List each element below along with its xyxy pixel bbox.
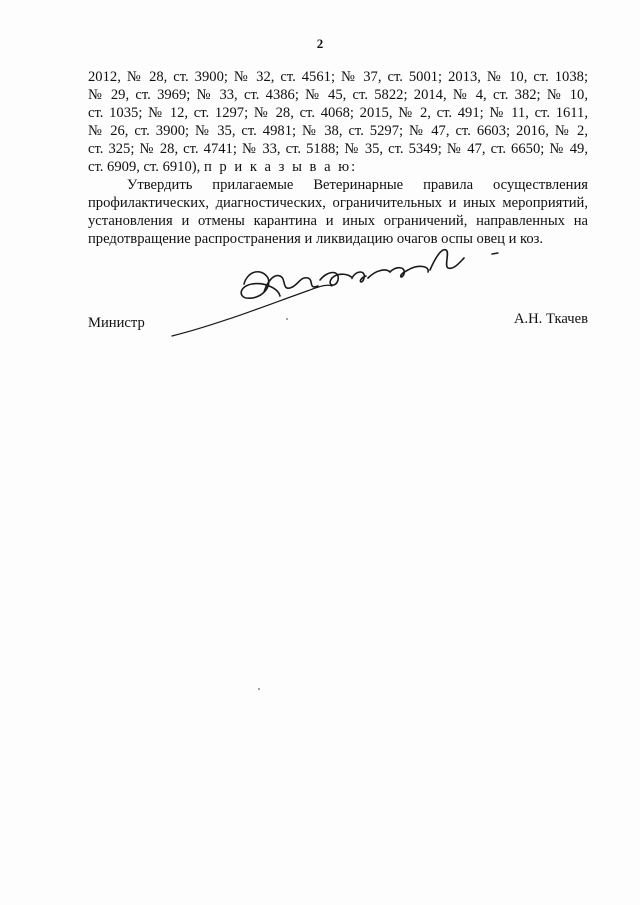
body-line-6 — [88, 158, 588, 176]
position-title: Министр — [88, 315, 145, 331]
order-line-1: Утвердить прилагаемые Ветеринарные правила осуществления — [127, 177, 588, 193]
signer-name: А.Н. Ткачев — [513, 311, 588, 327]
order-line-2: профилактических, диагностических, ограничительных и иных мероприятий, — [88, 195, 588, 211]
handwritten-signature — [160, 240, 520, 350]
body-line-4: № 26, ст. 3900; № 35, ст. 4981; № 38, ст. 5297; № 47, ст. 6603; 2016, № 2, — [88, 123, 588, 139]
order-word: п р и к а з ы в а ю: — [203, 159, 358, 175]
body-line-3: ст. 1035; № 12, ст. 1297; № 28, ст. 4068; 2015, № 2, ст. 491; № 11, ст. 1611, — [88, 105, 588, 121]
body-line-2: № 29, ст. 3969; № 33, ст. 4386; № 45, ст. 5822; 2014, № 4, ст. 382; № 10, — [88, 87, 588, 103]
scan-speck — [258, 688, 260, 690]
order-line-4: предотвращение распространения и ликвидацию очагов оспы овец и коз. — [88, 231, 544, 247]
body-line-6-start: ст. 6909, ст. 6910), — [88, 159, 201, 175]
page-number: 2 — [316, 36, 324, 51]
scan-speck — [286, 318, 288, 320]
body-line-5: ст. 325; № 28, ст. 4741; № 33, ст. 5188; № 35, ст. 5349; № 47, ст. 6650; № 49, — [88, 141, 588, 157]
order-line-3: установления и отмены карантина и иных ограничений, направленных на — [88, 213, 588, 229]
body-line-1: 2012, № 28, ст. 3900; № 32, ст. 4561; № 37, ст. 5001; 2013, № 10, ст. 1038; — [88, 69, 588, 85]
